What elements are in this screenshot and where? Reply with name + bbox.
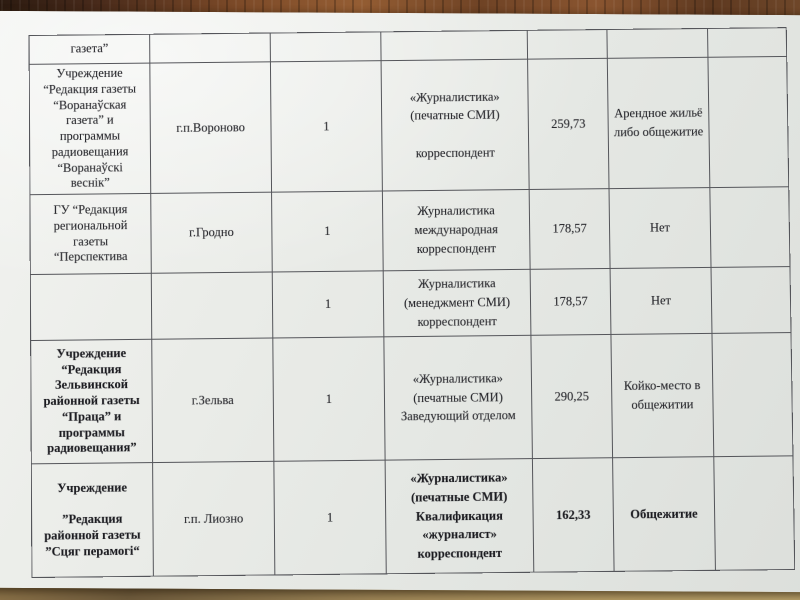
table-row <box>30 267 791 341</box>
extra-cell <box>708 56 789 187</box>
extra-cell <box>712 333 793 457</box>
count-cell: 1 <box>270 61 382 192</box>
amount-cell: 290,25 <box>531 334 613 458</box>
amount-cell: 259,73 <box>528 58 609 189</box>
table-row <box>29 56 788 194</box>
location-cell <box>151 272 273 339</box>
specialty-cell: Журналистика международная корреспондент <box>382 189 530 270</box>
table-row <box>30 187 790 275</box>
specialty-cell: «Журналистика» (печатные СМИ) Квалификация «журналист» корреспондент <box>385 459 534 574</box>
location-cell <box>150 33 271 63</box>
org-name-cell: Учреждение “Редакция газеты “Воранаўская газета” и программы радиовещания “Воранаўскі веснік” <box>29 63 151 195</box>
location-cell: г.Зельва <box>152 338 274 463</box>
housing-cell: Койко-место в общежитии <box>611 333 714 457</box>
location-cell: г.п. Лиозно <box>153 461 275 576</box>
org-name-cell: Учреждение ”Редакция районной газеты ”Сцяг перамогі“ <box>31 463 153 578</box>
count-cell: 1 <box>273 337 385 461</box>
housing-cell: Арендное жильё либо общежитие <box>607 57 710 188</box>
amount-cell: 162,33 <box>532 458 614 572</box>
location-cell: г.п.Вороново <box>150 62 272 194</box>
table <box>29 27 796 578</box>
amount-cell: 178,57 <box>530 268 611 335</box>
count-cell: 1 <box>272 271 384 338</box>
extra-cell <box>714 456 795 570</box>
housing-cell: Общежитие <box>613 457 716 572</box>
housing-cell <box>607 28 708 58</box>
specialty-cell: Журналистика (менеджмент СМИ) корреспондент <box>383 269 531 337</box>
table-row <box>31 333 793 464</box>
org-name-cell: газета” <box>29 34 150 64</box>
count-cell: 1 <box>274 460 386 575</box>
specialty-cell <box>381 30 528 60</box>
vacancies-table <box>29 27 796 578</box>
extra-cell <box>711 267 791 334</box>
org-name-cell <box>30 273 151 340</box>
extra-cell <box>708 28 787 58</box>
amount-cell: 178,57 <box>529 189 610 270</box>
org-name-cell: ГУ “Редакция региональной газеты “Перспектива <box>30 193 151 274</box>
extra-cell <box>710 187 790 268</box>
count-cell <box>270 32 381 62</box>
table-row <box>31 456 794 578</box>
location-cell: г.Гродно <box>151 192 273 273</box>
specialty-cell: «Журналистика» (печатные СМИ) Заведующий отделом <box>384 335 533 460</box>
org-name-cell: Учреждение “Редакция Зельвинской районной газеты “Праца” и программы радиовещания” <box>31 339 153 464</box>
housing-cell: Нет <box>610 267 712 334</box>
paper-sheet <box>0 11 800 592</box>
count-cell: 1 <box>272 191 384 272</box>
amount-cell <box>527 30 607 60</box>
specialty-cell: «Журналистика» (печатные СМИ) корреспондент <box>381 59 529 191</box>
housing-cell: Нет <box>609 188 711 269</box>
